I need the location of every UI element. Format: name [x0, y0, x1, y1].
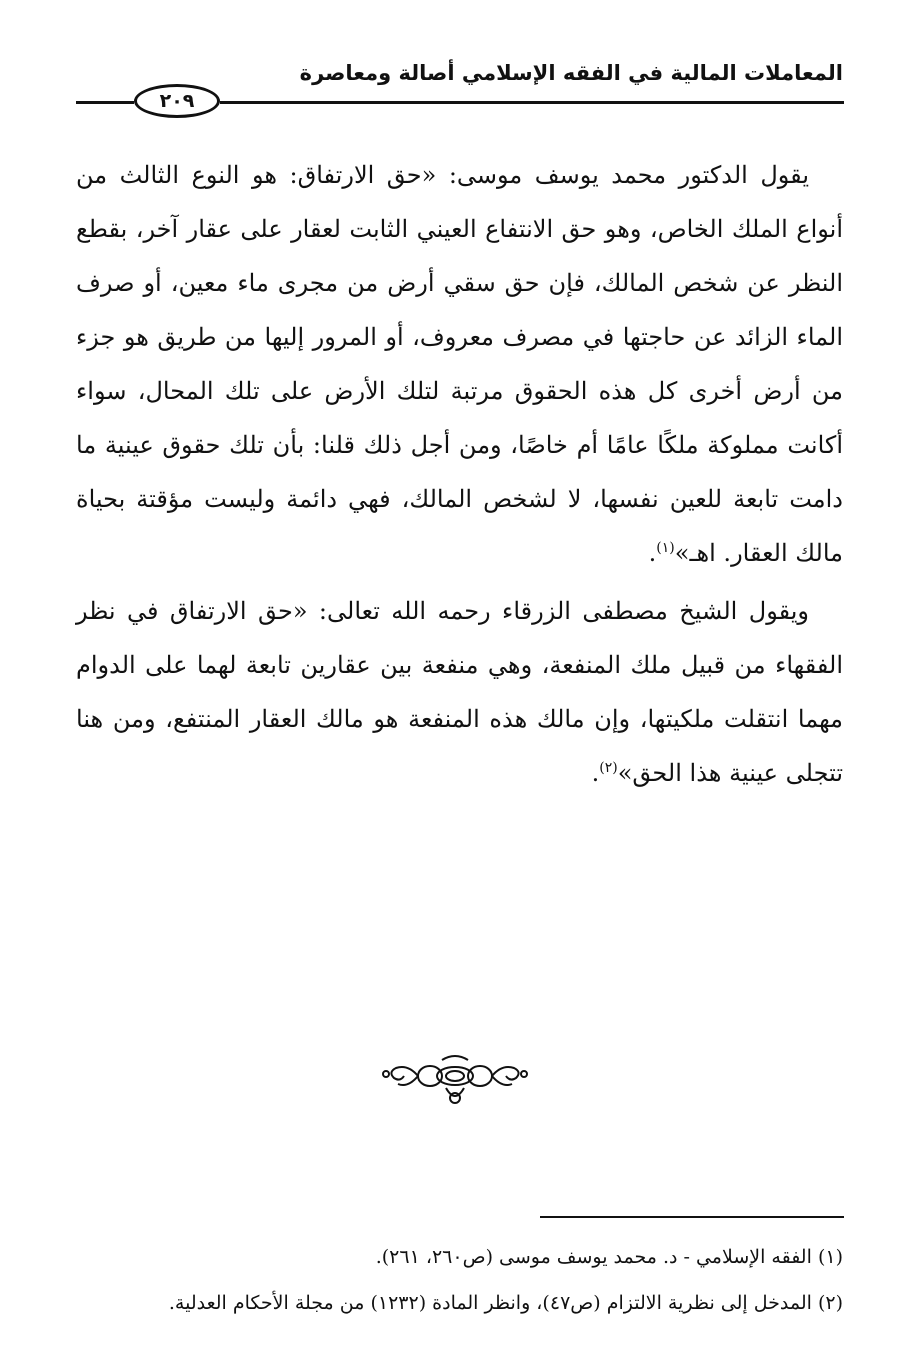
- running-title: المعاملات المالية في الفقه الإسلامي أصالة ومعاصرة: [299, 61, 843, 85]
- paragraph-1-end: .: [648, 539, 657, 567]
- footnote-marker-1: (١): [656, 540, 675, 556]
- paragraph-1-text: يقول الدكتور محمد يوسف موسى: «حق الارتفاق: هو النوع الثالث من أنواع الملك الخاص، وهو حق الانتفاع العيني الثابت لعقار على عقار آخر، بقطع النظر عن شخص المالك، فإن حق سقي أرض من مجرى ماء معين، أو صرف الماء الزائد عن حاجتها في مصرف معروف، أو المرور إليها من طريق هو جزء من أرض أخرى كل هذه الحقوق مرتبة لتلك الأرض على تلك المحال، سواء أكانت مملوكة ملكًا عامًا أم خاصًا، ومن أجل ذلك قلنا: بأن تلك حقوق عينية ما دامت تابعة للعين نفسها، لا لشخص المالك، فهي دائمة وليست مؤقتة بحياة مالك العقار. اهـ»: [76, 161, 843, 567]
- footnote-separator: [540, 1216, 844, 1218]
- footnote-2: [76, 1280, 843, 1326]
- footnote-2-marker: (٢): [817, 1292, 843, 1314]
- paragraph-2-text: ويقول الشيخ مصطفى الزرقاء رحمه الله تعالى: «حق الارتفاق في نظر الفقهاء من قبيل ملك المنفعة، وهي منفعة بين عقارين تابعة لهما على الدوام مهما انتقلت ملكيتها، وإن مالك هذه المنفعة هو مالك العقار المنتفع، ومن هنا تتجلى عينية هذا الحق»: [76, 597, 843, 787]
- paragraph-2: [76, 584, 843, 800]
- footnotes: [76, 1234, 843, 1326]
- page-number: ٢٠٩: [159, 90, 195, 112]
- footnote-1: [76, 1234, 843, 1280]
- decorative-ornament-icon: [380, 1052, 530, 1108]
- footnote-1-text: الفقه الإسلامي - د. محمد يوسف موسى (ص٢٦٠، ٢٦١).: [375, 1246, 812, 1268]
- footnote-1-marker: (١): [817, 1246, 843, 1268]
- paragraph-2-end: .: [591, 759, 600, 787]
- body-text: [76, 148, 843, 800]
- page-number-badge: [134, 84, 220, 118]
- paragraph-1: [76, 148, 843, 580]
- footnote-marker-2: (٢): [599, 760, 618, 776]
- footnote-2-text: المدخل إلى نظرية الالتزام (ص٤٧)، وانظر المادة (١٢٣٢) من مجلة الأحكام العدلية.: [168, 1292, 812, 1314]
- header-rule-right: [220, 101, 844, 104]
- header-rule-left: [76, 101, 134, 104]
